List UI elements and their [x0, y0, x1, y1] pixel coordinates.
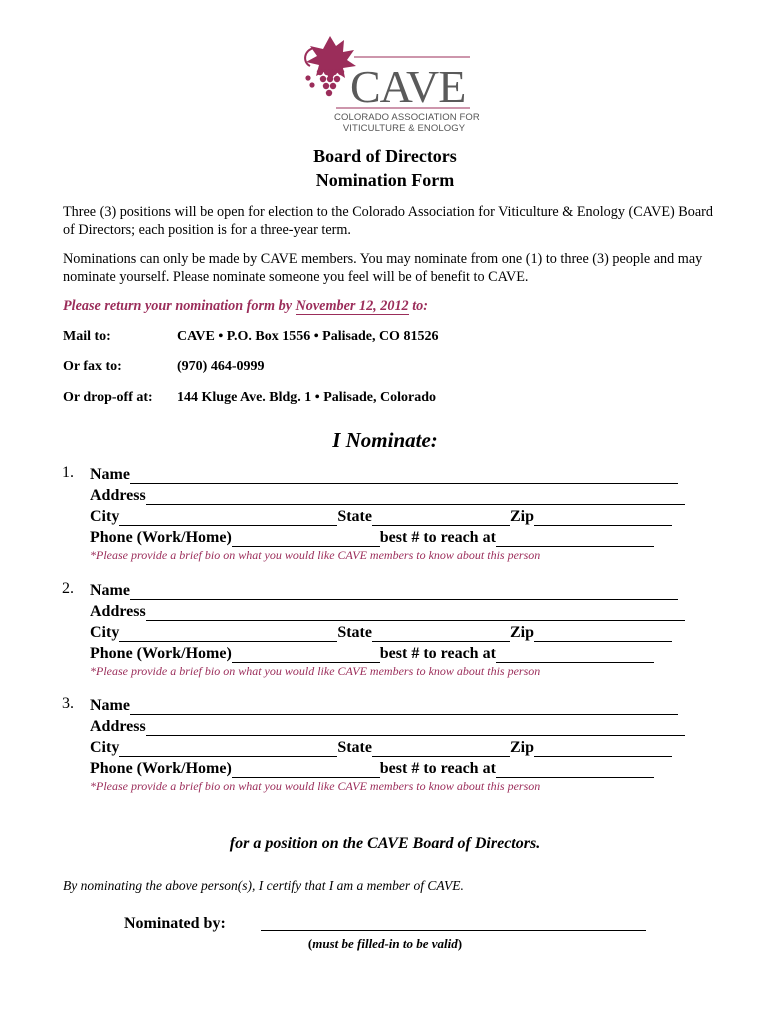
- nominations-paragraph: Nominations can only be made by CAVE members. You may nominate from one (1) to three (3) people and may nominate yourself. Please nominate someone you feel will be of benefit to CAVE.: [63, 251, 703, 285]
- name-label: Name: [90, 582, 130, 599]
- zip-field[interactable]: [534, 511, 672, 526]
- best-number-label: best # to reach at: [379, 645, 496, 662]
- address-label: Address: [90, 487, 146, 504]
- phone-label: Phone (Work/Home): [90, 760, 232, 777]
- position-statement: for a position on the CAVE Board of Directors.: [229, 835, 541, 852]
- logo-subtitle: COLORADO ASSOCIATION FOR VITICULTURE & ENOLOGY: [334, 112, 480, 134]
- name-field[interactable]: [130, 585, 678, 600]
- zip-label: Zip: [509, 739, 534, 756]
- city-label: City: [90, 739, 120, 756]
- city-label: City: [90, 624, 120, 641]
- nominate-heading: I Nominate:: [332, 428, 438, 452]
- state-field[interactable]: [372, 742, 510, 757]
- phone-field[interactable]: [232, 532, 380, 547]
- grape-leaf-icon: [306, 36, 356, 82]
- logo-wordmark: CAVE: [350, 61, 466, 112]
- city-field[interactable]: [119, 511, 337, 526]
- drop-off-row: Or drop-off at: 144 Kluge Ave. Bldg. 1 • Palisade, Colorado: [63, 390, 436, 405]
- intro-paragraph: Three (3) positions will be open for election to the Colorado Association for Viticulture & Enology (CAVE) Board of Directors; each position is for a three-year term.: [63, 204, 713, 238]
- state-label: State: [337, 624, 372, 641]
- form-subtitle: Nomination Form: [315, 170, 455, 190]
- mail-to-row: Mail to: CAVE • P.O. Box 1556 • Palisade, CO 81526: [63, 329, 439, 344]
- state-label: State: [337, 508, 372, 525]
- address-label: Address: [90, 718, 146, 735]
- return-notice: Please return your nomination form by November 12, 2012 to:: [63, 298, 428, 314]
- best-number-label: best # to reach at: [379, 529, 496, 546]
- deadline-date: November 12, 2012: [295, 298, 409, 314]
- form-title: Board of Directors: [313, 146, 457, 166]
- city-field[interactable]: [119, 742, 337, 757]
- bio-hint: *Please provide a brief bio on what you would like CAVE members to know about this person: [90, 664, 541, 678]
- entry-number: 1.: [62, 464, 74, 481]
- best-number-field[interactable]: [496, 532, 654, 547]
- entry-number: 2.: [62, 580, 74, 597]
- phone-label: Phone (Work/Home): [90, 645, 232, 662]
- name-field[interactable]: [130, 469, 678, 484]
- bio-hint: *Please provide a brief bio on what you would like CAVE members to know about this person: [90, 548, 541, 562]
- city-field[interactable]: [119, 627, 337, 642]
- zip-label: Zip: [509, 508, 534, 525]
- fax-row: Or fax to: (970) 464-0999: [63, 359, 265, 374]
- phone-field[interactable]: [232, 648, 380, 663]
- nominated-by-field[interactable]: [261, 930, 646, 931]
- state-field[interactable]: [372, 511, 510, 526]
- best-number-label: best # to reach at: [379, 760, 496, 777]
- zip-field[interactable]: [534, 742, 672, 757]
- must-be-filled-note: (must be filled-in to be valid): [307, 936, 463, 951]
- address-label: Address: [90, 603, 146, 620]
- phone-label: Phone (Work/Home): [90, 529, 232, 546]
- name-field[interactable]: [130, 700, 678, 715]
- nominated-by-label: Nominated by:: [124, 915, 226, 932]
- state-label: State: [337, 739, 372, 756]
- address-field[interactable]: [146, 606, 685, 621]
- zip-field[interactable]: [534, 627, 672, 642]
- best-number-field[interactable]: [496, 763, 654, 778]
- entry-number: 3.: [62, 695, 74, 712]
- address-field[interactable]: [146, 490, 685, 505]
- address-field[interactable]: [146, 721, 685, 736]
- best-number-field[interactable]: [496, 648, 654, 663]
- certify-statement: By nominating the above person(s), I certify that I am a member of CAVE.: [63, 878, 464, 893]
- state-field[interactable]: [372, 627, 510, 642]
- phone-field[interactable]: [232, 763, 380, 778]
- bio-hint: *Please provide a brief bio on what you would like CAVE members to know about this person: [90, 779, 541, 793]
- city-label: City: [90, 508, 120, 525]
- grape-cluster-icon: [305, 69, 344, 96]
- name-label: Name: [90, 697, 130, 714]
- name-label: Name: [90, 466, 130, 483]
- zip-label: Zip: [509, 624, 534, 641]
